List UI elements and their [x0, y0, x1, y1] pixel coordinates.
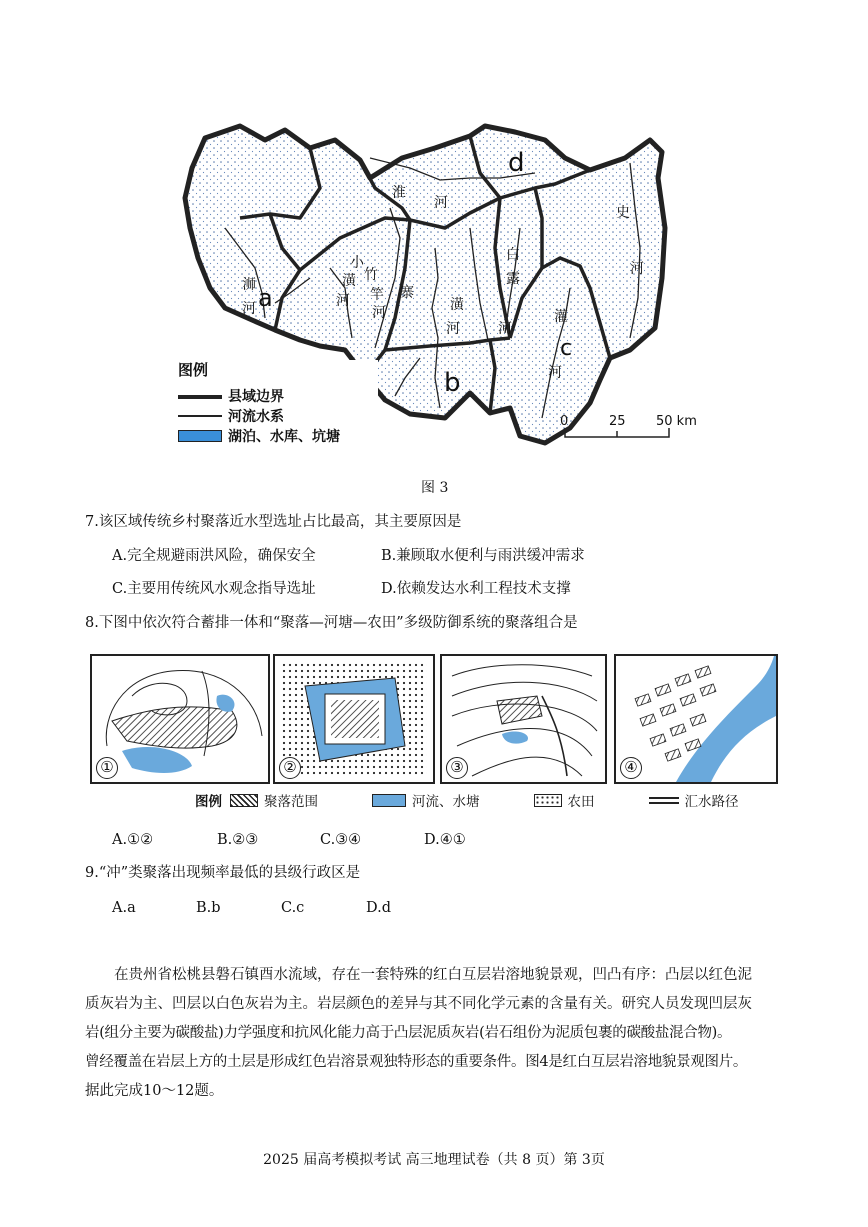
legend-item-water: [178, 426, 378, 446]
panel-number: ③: [446, 757, 468, 779]
q8-legend-label: 汇水路径: [684, 794, 739, 810]
scale-label: 25: [609, 414, 626, 429]
figure-3-caption: 图 3: [421, 480, 449, 496]
river-label: 潢: [450, 297, 464, 313]
q7-option-c[interactable]: C.主要用传统风水观念指导选址: [112, 581, 316, 597]
river-label: 河: [372, 305, 386, 321]
water-swatch: [372, 794, 406, 807]
reading-passage: [85, 961, 795, 1106]
q7-option-d[interactable]: D.依赖发达水利工程技术支撑: [381, 581, 571, 597]
settlement-panel-4: [614, 654, 778, 784]
passage-line: 曾经覆盖在岩层上方的土层是形成红色岩溶景观独特形态的重要条件。图4是红白互层岩溶地貌景观图片。: [85, 1054, 748, 1070]
q7-option-a[interactable]: A.完全规避雨洪风险，确保安全: [112, 548, 316, 564]
q7-stem: 7.该区域传统乡村聚落近水型选址占比最高，其主要原因是: [85, 514, 462, 530]
legend-title: 图例: [178, 361, 209, 379]
panel-1-drawing: [92, 656, 268, 782]
river-label: 浉: [242, 277, 256, 293]
q9-option-a[interactable]: A.a: [112, 900, 136, 916]
river-label: 竿: [370, 287, 384, 303]
river-label: 河: [242, 301, 256, 317]
q9-stem: 9.“冲”类聚落出现频率最低的县级行政区是: [85, 865, 361, 881]
river-label: 河: [548, 365, 562, 381]
field-swatch: [534, 794, 562, 807]
q9-option-b[interactable]: B.b: [196, 900, 221, 916]
panel-number: ②: [279, 757, 301, 779]
q8-legend-label: 河流、水塘: [412, 794, 480, 810]
county-label-d: d: [508, 148, 525, 178]
q8-legend-label: 农田: [567, 794, 595, 810]
map-legend: [178, 360, 378, 452]
q8-option-a[interactable]: A.①②: [112, 832, 154, 848]
path-swatch: [649, 797, 679, 804]
passage-line: 质灰岩为主、凹层以白色灰岩为主。岩层颜色的差异与其不同化学元素的含量有关。研究人员发现凹层灰: [85, 996, 752, 1012]
q8-stem: 8.下图中依次符合蓄排一体和“聚落—河塘—农田”多级防御系统的聚落组合是: [85, 615, 578, 631]
river-label: 淮: [392, 185, 406, 201]
river-label: 露: [506, 271, 520, 287]
q8-option-b[interactable]: B.②③: [217, 832, 259, 848]
q8-option-c[interactable]: C.③④: [320, 832, 362, 848]
passage-line: 据此完成10～12题。: [85, 1083, 224, 1099]
river-label: 潢: [342, 273, 356, 289]
river-label: 河: [498, 321, 512, 337]
river-label: 竹: [364, 267, 378, 283]
river-label: 灌: [554, 309, 568, 325]
river-label: 河: [446, 321, 460, 337]
legend-label: 湖泊、水库、坑塘: [228, 429, 340, 445]
legend-item-boundary: [178, 386, 378, 406]
county-label-a: a: [258, 284, 273, 312]
legend-label: 县域边界: [228, 389, 284, 405]
figure-3-map: [170, 118, 730, 458]
passage-line: 在贵州省松桃县磐石镇酉水流域，存在一套特殊的红白互层岩溶地貌景观，凹凸有序：凸层以红色泥: [114, 967, 752, 983]
page-footer: 2025 届高考模拟考试 高三地理试卷（共 8 页）第 3页: [263, 1152, 605, 1168]
river-label: 河: [336, 293, 350, 309]
panel-number: ①: [96, 757, 118, 779]
boundary-swatch: [178, 394, 222, 399]
river-swatch: [178, 415, 222, 417]
q8-legend: [195, 789, 755, 811]
settlement-panel-3: [440, 654, 607, 784]
scale-bar: [560, 414, 720, 438]
river-label: 白: [506, 247, 520, 263]
river-label: 史: [616, 205, 630, 221]
legend-item-river: [178, 406, 378, 426]
q8-option-d[interactable]: D.④①: [424, 832, 466, 848]
scale-bar-line: [564, 428, 674, 438]
q9-option-c[interactable]: C.c: [281, 900, 305, 916]
q9-option-d[interactable]: D.d: [366, 900, 391, 916]
river-label: 河: [630, 261, 644, 277]
q8-legend-label: 聚落范围: [264, 794, 318, 810]
q7-option-b[interactable]: B.兼顾取水便利与雨洪缓冲需求: [381, 548, 585, 564]
hatch-swatch: [230, 794, 258, 807]
settlement-panel-2: [273, 654, 435, 784]
river-label: 河: [434, 195, 448, 211]
river-label: 小: [350, 255, 364, 271]
settlement-panel-1: [90, 654, 270, 784]
scale-label: 0: [560, 414, 569, 429]
panel-number: ④: [620, 757, 642, 779]
q8-legend-title: 图例: [195, 794, 222, 810]
water-swatch: [178, 430, 222, 442]
legend-label: 河流水系: [228, 409, 284, 425]
river-label: 寨: [400, 285, 414, 301]
scale-label: 50 km: [656, 414, 697, 429]
county-label-c: c: [560, 336, 573, 361]
county-label-b: b: [444, 368, 461, 398]
passage-line: 岩(组分主要为碳酸盐)力学强度和抗风化能力高于凸层泥质灰岩(岩石组份为泥质包裹的碳酸盐混合物)。: [85, 1025, 732, 1041]
